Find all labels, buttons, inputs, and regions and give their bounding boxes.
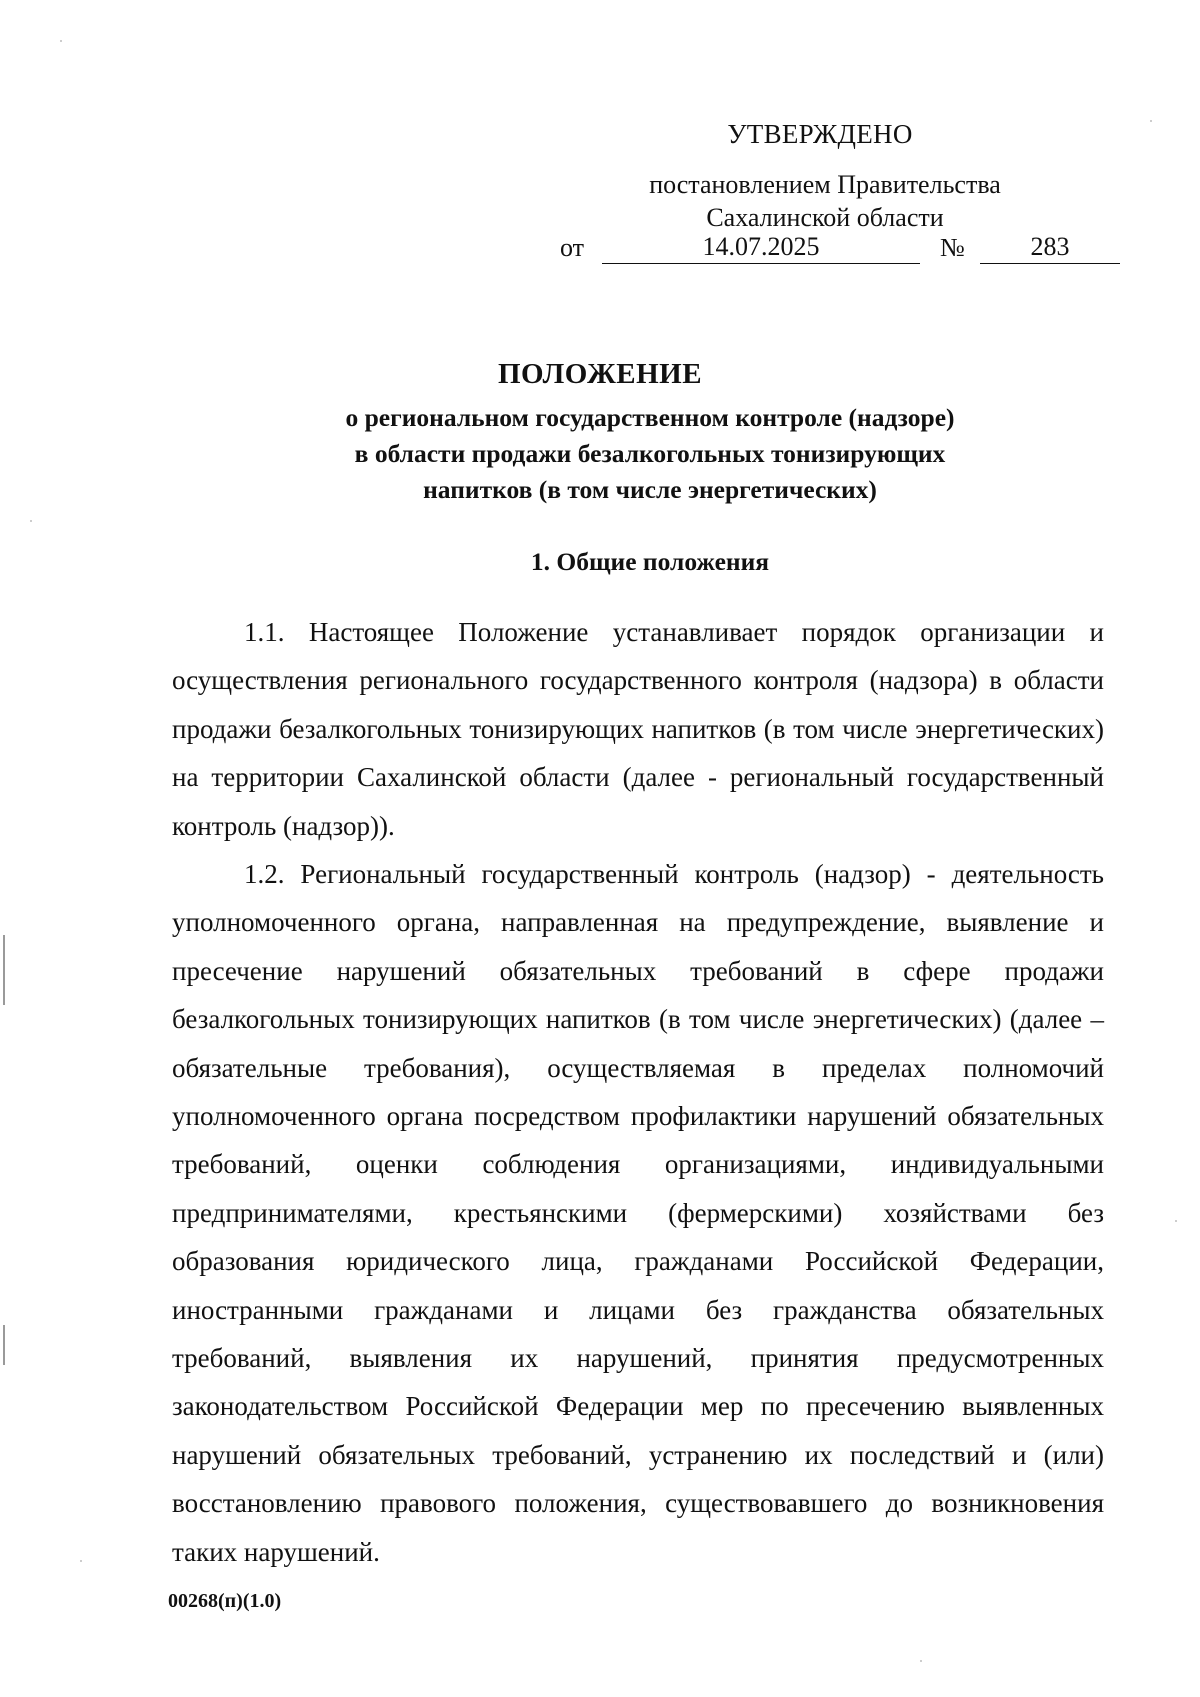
scan-edge-mark <box>3 1325 5 1365</box>
number-label: № <box>940 233 965 262</box>
paragraph-1-2: 1.2. Региональный государственный контроль (надзор) - деятельность уполномоченного органа, направленная на предупреждение, выявление и пресечение нарушений обязательных требований в сфере продажи безалкогольных тонизирующих напитков (в том числе энергетических) (далее – обязательные требования), осуществляемая в пределах полномочий уполномоченного органа посредством профилактики нарушений обязательных требований, оценки соблюдения организациями, индивидуальными предпринимателями, крестьянскими (фермерскими) хозяйствами без образования юридического лица, гражданами Российской Федерации, иностранными гражданами и лицами без гражданства обязательных требований, выявления их нарушений, принятия предусмотренных законодательством Российской Федерации мер по пресечению выявленных нарушений обязательных требований, устранению их последствий и (или) восстановлению правового положения, существовавшего до возникновения таких нарушений. <box>172 859 1104 1567</box>
document-code: 00268(п)(1.0) <box>168 1590 282 1612</box>
approval-issuer-line-2: Сахалинской области <box>706 203 944 232</box>
scan-speck <box>30 520 32 522</box>
scan-speck <box>80 1560 82 1562</box>
section-heading: 1. Общие положения <box>530 547 770 576</box>
approval-date: 14.07.2025 <box>602 233 920 264</box>
document-subtitle-line-1: о региональном государственном контроле (надзоре) <box>345 403 955 432</box>
approval-issuer-line-1: постановлением Правительства <box>649 170 1001 199</box>
scan-speck <box>1150 120 1152 122</box>
scan-edge-mark <box>3 935 5 1005</box>
approval-date-number-line <box>560 233 1120 269</box>
scan-speck <box>60 40 62 42</box>
document-subtitle <box>200 400 1100 508</box>
document-subtitle-line-3: напитков (в том числе энергетических) <box>423 475 877 504</box>
paragraph-1-1: 1.1. Настоящее Положение устанавливает порядок организации и осуществления регионального государственного контроля (надзора) в области продажи безалкогольных тонизирующих напитков (в том числе энергетических) на территории Сахалинской области (далее - региональный государственный контроль (надзор)). <box>172 617 1104 841</box>
from-label: от <box>560 233 585 262</box>
approval-title: УТВЕРЖДЕНО <box>727 119 913 149</box>
scan-speck <box>920 1660 922 1662</box>
document-subtitle-line-2: в области продажи безалкогольных тонизирующих <box>354 439 946 468</box>
scan-speck <box>1175 1220 1177 1222</box>
approval-number: 283 <box>980 233 1120 264</box>
document-title: ПОЛОЖЕНИЕ <box>497 358 703 390</box>
approval-issuer <box>610 168 1040 234</box>
